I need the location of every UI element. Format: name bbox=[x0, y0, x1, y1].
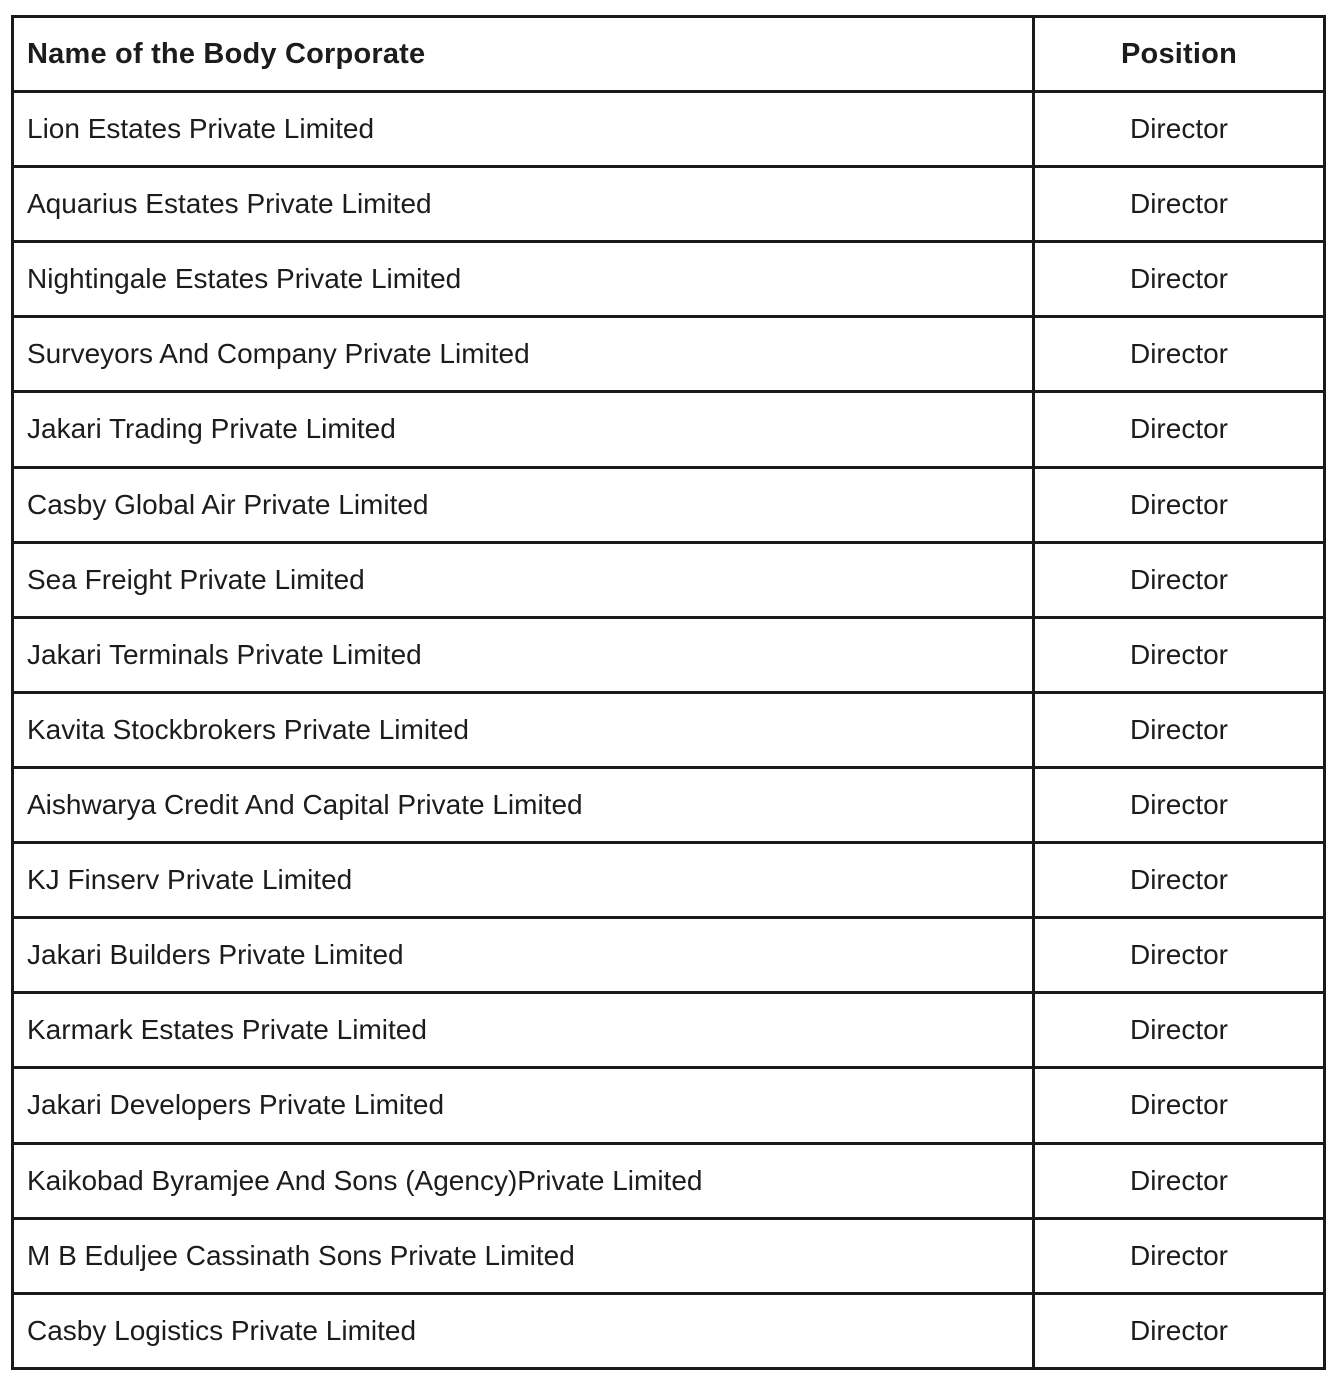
company-name-cell: Aishwarya Credit And Capital Private Limited bbox=[13, 767, 1034, 842]
company-name-cell: Jakari Developers Private Limited bbox=[13, 1068, 1034, 1143]
company-name-cell: Karmark Estates Private Limited bbox=[13, 993, 1034, 1068]
table-row bbox=[13, 1143, 1325, 1218]
company-name-cell: Kavita Stockbrokers Private Limited bbox=[13, 692, 1034, 767]
company-name-cell: Casby Logistics Private Limited bbox=[13, 1293, 1034, 1368]
position-cell: Director bbox=[1034, 843, 1325, 918]
table-row bbox=[13, 993, 1325, 1068]
company-name-cell: Kaikobad Byramjee And Sons (Agency)Private Limited bbox=[13, 1143, 1034, 1218]
table-row bbox=[13, 843, 1325, 918]
company-name-cell: M B Eduljee Cassinath Sons Private Limited bbox=[13, 1218, 1034, 1293]
company-name-cell: Jakari Terminals Private Limited bbox=[13, 617, 1034, 692]
company-name-cell: Casby Global Air Private Limited bbox=[13, 467, 1034, 542]
company-name-cell: Sea Freight Private Limited bbox=[13, 542, 1034, 617]
table-row bbox=[13, 242, 1325, 317]
position-cell: Director bbox=[1034, 993, 1325, 1068]
table-row bbox=[13, 918, 1325, 993]
table-row bbox=[13, 692, 1325, 767]
column-header-position: Position bbox=[1034, 17, 1325, 92]
position-cell: Director bbox=[1034, 1143, 1325, 1218]
position-cell: Director bbox=[1034, 317, 1325, 392]
position-cell: Director bbox=[1034, 167, 1325, 242]
position-cell: Director bbox=[1034, 467, 1325, 542]
position-cell: Director bbox=[1034, 92, 1325, 167]
position-cell: Director bbox=[1034, 542, 1325, 617]
position-cell: Director bbox=[1034, 242, 1325, 317]
table-row bbox=[13, 1068, 1325, 1143]
position-cell: Director bbox=[1034, 617, 1325, 692]
company-name-cell: Aquarius Estates Private Limited bbox=[13, 167, 1034, 242]
position-cell: Director bbox=[1034, 1293, 1325, 1368]
table-row bbox=[13, 617, 1325, 692]
position-cell: Director bbox=[1034, 1068, 1325, 1143]
table-row bbox=[13, 542, 1325, 617]
body-corporate-table bbox=[11, 15, 1326, 1370]
company-name-cell: Jakari Trading Private Limited bbox=[13, 392, 1034, 467]
position-cell: Director bbox=[1034, 692, 1325, 767]
table-row bbox=[13, 167, 1325, 242]
position-cell: Director bbox=[1034, 767, 1325, 842]
table-header-row bbox=[13, 17, 1325, 92]
table-row bbox=[13, 467, 1325, 542]
table-row bbox=[13, 1218, 1325, 1293]
company-name-cell: Nightingale Estates Private Limited bbox=[13, 242, 1034, 317]
company-name-cell: Lion Estates Private Limited bbox=[13, 92, 1034, 167]
company-name-cell: Surveyors And Company Private Limited bbox=[13, 317, 1034, 392]
table-row bbox=[13, 1293, 1325, 1368]
position-cell: Director bbox=[1034, 918, 1325, 993]
position-cell: Director bbox=[1034, 1218, 1325, 1293]
company-name-cell: Jakari Builders Private Limited bbox=[13, 918, 1034, 993]
position-cell: Director bbox=[1034, 392, 1325, 467]
table-row bbox=[13, 92, 1325, 167]
table-row bbox=[13, 392, 1325, 467]
column-header-name: Name of the Body Corporate bbox=[13, 17, 1034, 92]
company-name-cell: KJ Finserv Private Limited bbox=[13, 843, 1034, 918]
table-row bbox=[13, 317, 1325, 392]
table-row bbox=[13, 767, 1325, 842]
